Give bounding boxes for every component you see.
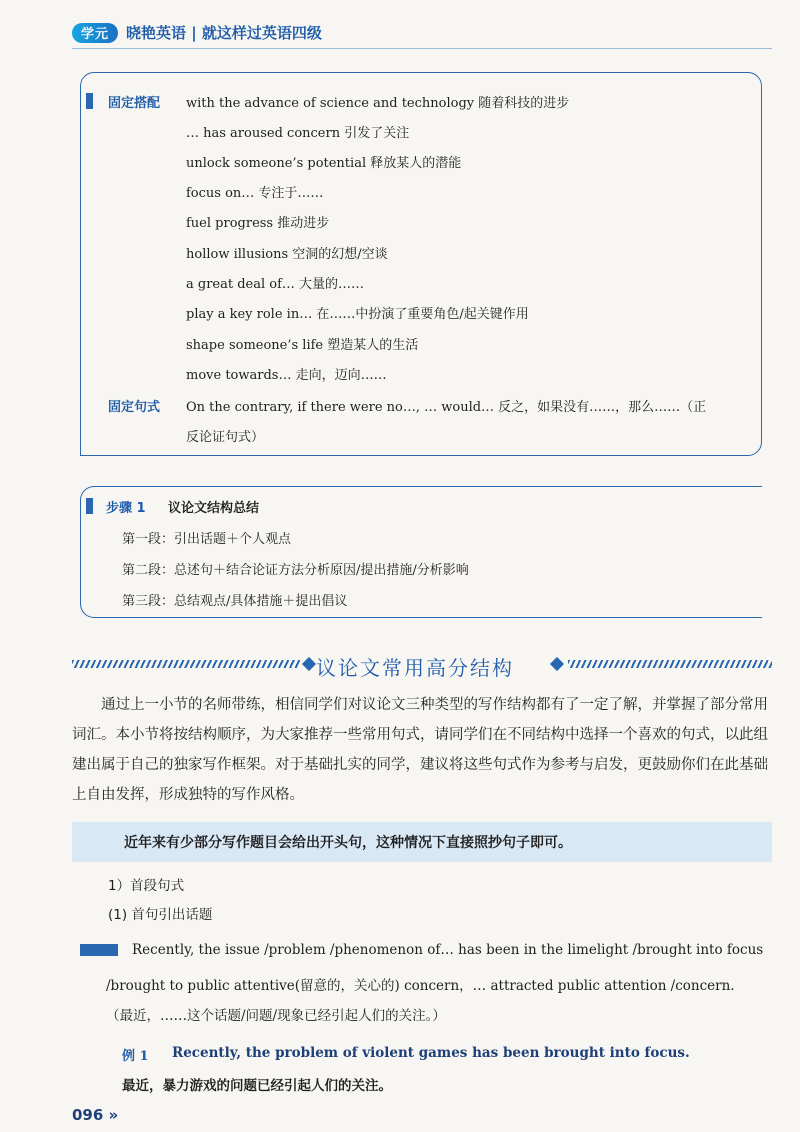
- tag-fixed-sentences: 固定句式: [108, 400, 161, 415]
- subsection-heading: 1）首段句式: [108, 878, 185, 894]
- left-hatch: [72, 660, 300, 668]
- template-marker: [80, 944, 118, 956]
- phrase-item: … has aroused concern 引发了关注: [186, 126, 410, 141]
- tag-marker: [86, 93, 93, 109]
- header-divider: [72, 48, 772, 49]
- phrase-item: play a key role in… 在……中扮演了重要角色/起关键作用: [186, 307, 529, 322]
- diamond-icon: [302, 657, 316, 671]
- phrase-item: focus on… 专注于……: [186, 186, 324, 201]
- diamond-icon: [550, 657, 564, 671]
- example-chinese: 最近，暴力游戏的问题已经引起人们的关注。: [122, 1078, 392, 1094]
- step-title: 议论文结构总结: [168, 501, 260, 516]
- right-hatch: [568, 660, 772, 668]
- phrase-item: fuel progress 推动进步: [186, 216, 330, 231]
- step-line: 第二段：总述句＋结合论证方法分析原因/提出措施/分析影响: [122, 563, 469, 578]
- page-number: 096 »: [72, 1106, 119, 1124]
- brand-logo: 学元: [72, 23, 118, 43]
- page-header: [72, 22, 322, 43]
- sentence-pattern: On the contrary, if there were no…, … would… 反之，如果没有……，那么……（正: [186, 400, 707, 415]
- phrase-item: move towards… 走向，迈向……: [186, 368, 387, 383]
- step-label: 步骤 1: [106, 501, 146, 516]
- phrase-item: a great deal of… 大量的……: [186, 277, 365, 292]
- template-translation: （最近，……这个话题/问题/现象已经引起人们的关注。）: [106, 1008, 446, 1024]
- section-title: 议论文常用高分结构: [316, 656, 514, 680]
- step-marker: [86, 498, 93, 514]
- example-tag: 例 1: [122, 1049, 149, 1064]
- step-line: 第三段：总结观点/具体措施＋提出倡议: [122, 594, 348, 609]
- book-title: 晓艳英语 | 就这样过英语四级: [126, 24, 322, 42]
- subsection-subheading: (1) 首句引出话题: [108, 907, 213, 923]
- tag-fixed-collocations: 固定搭配: [108, 96, 161, 111]
- step-line: 第一段：引出话题＋个人观点: [122, 532, 292, 547]
- phrase-item: hollow illusions 空洞的幻想/空谈: [186, 247, 388, 262]
- sentence-pattern-cont: 反论证句式）: [186, 430, 265, 445]
- phrase-item: with the advance of science and technology 随着科技的进步: [186, 96, 570, 111]
- phrase-item: unlock someone’s potential 释放某人的潜能: [186, 156, 462, 171]
- section-heading: [72, 652, 772, 678]
- example-english: Recently, the problem of violent games has been brought into focus.: [172, 1045, 690, 1061]
- intro-paragraph: 通过上一小节的名师带练，相信同学们对议论文三种类型的写作结构都有了一定了解，并掌握了部分常用词汇。本小节将按结构顺序，为大家推荐一些常用句式，请同学们在不同结构中选择一个喜欢的句式，以此组建出属于自己的独家写作框架。对于基础扎实的同学，建议将这些句式作为参考与启发，更鼓励你们在此基础上自由发挥，形成独特的写作风格。: [72, 697, 768, 803]
- phrase-item: shape someone’s life 塑造某人的生活: [186, 338, 419, 353]
- tip-callout: 近年来有少部分写作题目会给出开头句，这种情况下直接照抄句子即可。: [72, 822, 772, 862]
- template-line: Recently, the issue /problem /phenomenon of… has been in the limelight /brought into focus: [132, 942, 764, 958]
- template-line: /brought to public attentive(留意的，关心的) concern，… attracted public attention /concern.: [106, 978, 735, 994]
